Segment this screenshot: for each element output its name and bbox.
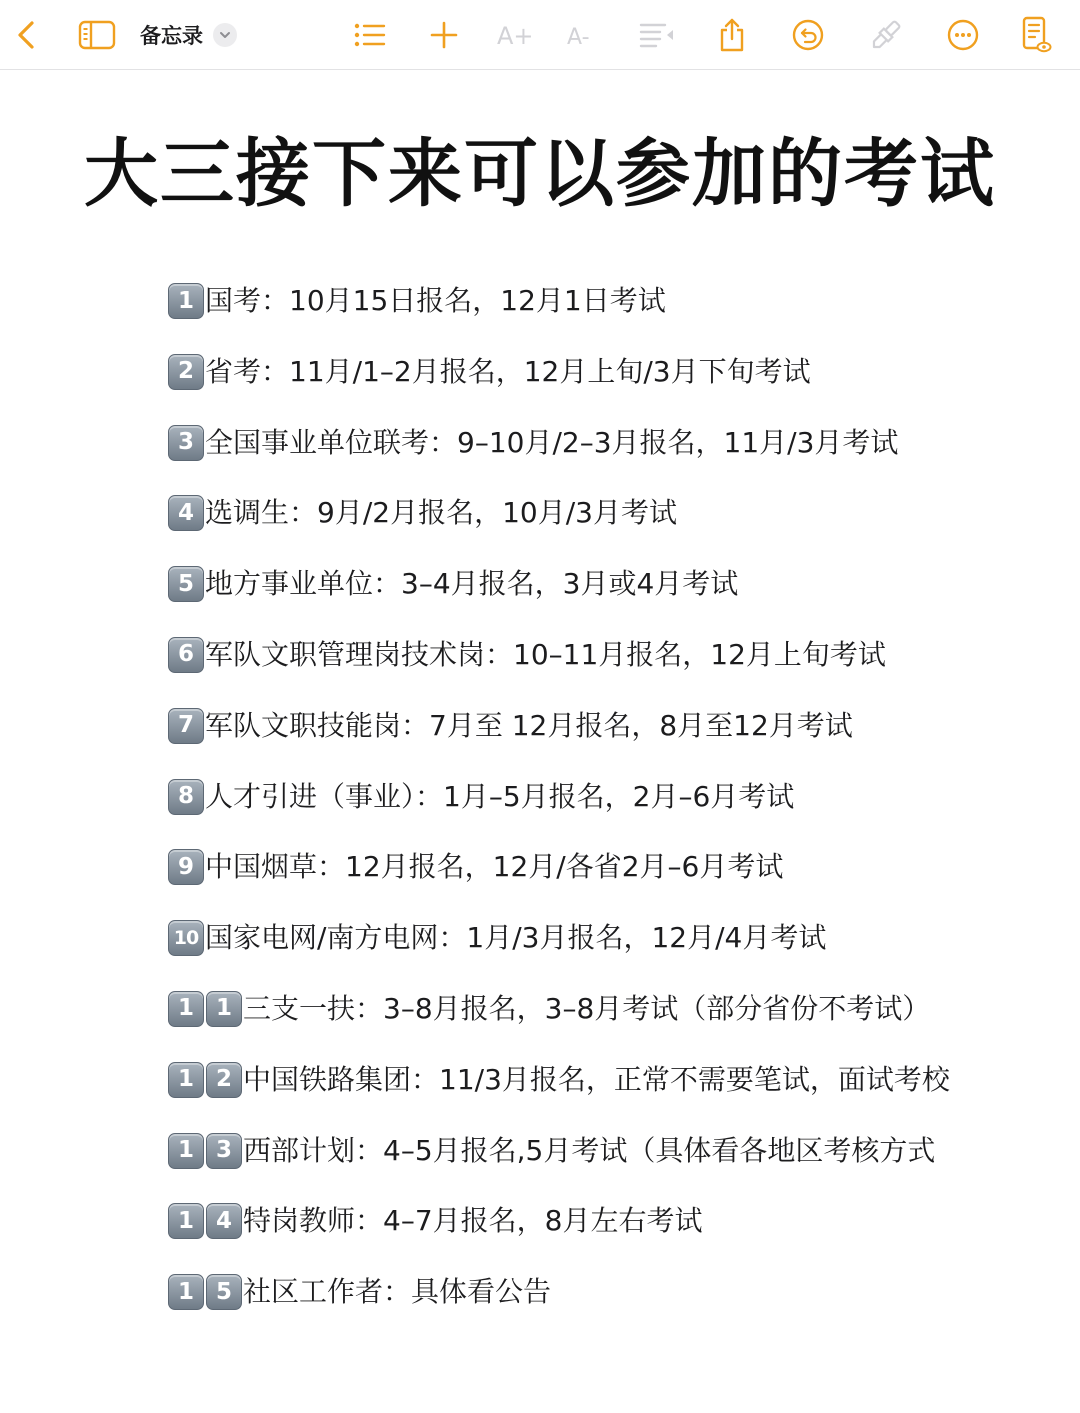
- list-item-text: 人才引进（事业）：1月–5月报名，2月–6月考试: [205, 779, 795, 813]
- list-item: [168, 1130, 1048, 1201]
- indent-button[interactable]: [636, 14, 678, 56]
- undo-icon: [791, 18, 825, 52]
- list-item: [168, 846, 1048, 917]
- number-badge: [168, 637, 204, 673]
- keycap-number-icon: 1: [168, 991, 204, 1027]
- list-item-text: 三支一扶：3–8月报名，3–8月考试（部分省份不考试）: [243, 991, 931, 1025]
- keycap-number-icon: 8: [168, 779, 204, 815]
- number-badge: [168, 283, 204, 319]
- list-item-text: 特岗教师：4–7月报名，8月左右考试: [243, 1204, 703, 1238]
- keycap-number-icon: 3: [206, 1133, 242, 1169]
- list-item: [168, 563, 1048, 634]
- sidebar-icon: [78, 20, 116, 50]
- keycap-number-icon: 5: [168, 566, 204, 602]
- keycap-number-icon: 1: [168, 1203, 204, 1239]
- title-dropdown[interactable]: [213, 23, 237, 47]
- number-badge: [168, 779, 204, 815]
- back-button[interactable]: [6, 14, 48, 56]
- number-badge: [168, 708, 204, 744]
- keycap-number-icon: 3: [168, 425, 204, 461]
- list-item: [168, 1059, 1048, 1130]
- note-title-menu[interactable]: [140, 18, 237, 52]
- undo-button[interactable]: [787, 14, 829, 56]
- markup-icon: [869, 18, 903, 52]
- keycap-number-icon: 1: [168, 1062, 204, 1098]
- keycap-number-icon: 1: [168, 283, 204, 319]
- note-heading: 大三接下来可以参加的考试: [84, 131, 996, 217]
- chevron-down-icon: [218, 30, 232, 40]
- list-item-text: 军队文职技能岗：7月至 12月报名，8月至12月考试: [205, 708, 853, 742]
- number-badge: [168, 1203, 242, 1239]
- list-item: [168, 917, 1048, 988]
- number-badge: [168, 425, 204, 461]
- indent-icon: [638, 20, 676, 50]
- add-button[interactable]: [423, 14, 465, 56]
- list-item: [168, 634, 1048, 705]
- keycap-number-icon: 1: [168, 1133, 204, 1169]
- font-increase-icon: [495, 20, 535, 50]
- number-badge: [168, 495, 204, 531]
- keycap-number-icon: 2: [168, 354, 204, 390]
- keycap-number-icon: 4: [168, 495, 204, 531]
- list-item: [168, 1200, 1048, 1271]
- list-item: [168, 492, 1048, 563]
- number-badge: [168, 1062, 242, 1098]
- font-increase-label: A+: [497, 22, 534, 50]
- list-item-text: 省考：11月/1–2月报名，12月上旬/3月下旬考试: [205, 354, 811, 388]
- list-item-text: 全国事业单位联考：9–10月/2–3月报名，11月/3月考试: [205, 425, 899, 459]
- number-badge: [168, 1274, 242, 1310]
- font-increase-button[interactable]: [494, 14, 536, 56]
- share-icon: [717, 17, 747, 53]
- list-item: [168, 776, 1048, 847]
- add-icon: [429, 20, 459, 50]
- reader-icon: [1020, 16, 1052, 54]
- keycap-number-icon: 4: [206, 1203, 242, 1239]
- list-item-text: 国家电网/南方电网：1月/3月报名，12月/4月考试: [205, 921, 827, 955]
- keycap-number-icon: 1: [206, 991, 242, 1027]
- number-badge: [168, 354, 204, 390]
- list-icon: [353, 21, 387, 49]
- list-item: [168, 422, 1048, 493]
- markup-button[interactable]: [865, 14, 907, 56]
- list-item-text: 中国烟草：12月报名，12月/各省2月–6月考试: [205, 850, 784, 884]
- list-item-text: 地方事业单位：3–4月报名，3月或4月考试: [205, 567, 739, 601]
- number-badge: [168, 920, 204, 956]
- keycap-number-icon: 6: [168, 637, 204, 673]
- keycap-number-icon: 10: [168, 920, 204, 956]
- list-item: [168, 351, 1048, 422]
- keycap-number-icon: 9: [168, 849, 204, 885]
- share-button[interactable]: [711, 14, 753, 56]
- number-badge: [168, 849, 204, 885]
- number-badge: [168, 566, 204, 602]
- list-item-text: 社区工作者：具体看公告: [243, 1275, 552, 1309]
- list-item-text: 选调生：9月/2月报名，10月/3月考试: [205, 496, 677, 530]
- keycap-number-icon: 2: [206, 1062, 242, 1098]
- list-item-text: 中国铁路集团：11/3月报名，正常不需要笔试，面试考校: [243, 1062, 950, 1096]
- list-item: [168, 705, 1048, 776]
- font-decrease-label: A-: [567, 25, 590, 50]
- list-item: [168, 1271, 1048, 1342]
- back-icon: [12, 18, 42, 52]
- number-badge: [168, 991, 242, 1027]
- list-item: [168, 988, 1048, 1059]
- number-badge: [168, 1133, 242, 1169]
- more-button[interactable]: [942, 14, 984, 56]
- keycap-number-icon: 5: [206, 1274, 242, 1310]
- toolbar: [0, 0, 1080, 70]
- list-item-text: 军队文职管理岗技术岗：10–11月报名，12月上旬考试: [205, 637, 886, 671]
- font-decrease-button[interactable]: [563, 14, 605, 56]
- more-icon: [946, 18, 980, 52]
- sidebar-toggle-button[interactable]: [76, 14, 118, 56]
- exam-list: [168, 280, 1048, 1342]
- font-decrease-icon: [564, 20, 604, 50]
- keycap-number-icon: 1: [168, 1274, 204, 1310]
- list-item-text: 西部计划：4–5月报名,5月考试（具体看各地区考核方式: [243, 1133, 936, 1167]
- list-button[interactable]: [349, 14, 391, 56]
- list-item: [168, 280, 1048, 351]
- keycap-number-icon: 7: [168, 708, 204, 744]
- list-item-text: 国考：10月15日报名，12月1日考试: [205, 284, 666, 317]
- reader-button[interactable]: [1015, 14, 1057, 56]
- note-title: 备忘录: [140, 24, 203, 48]
